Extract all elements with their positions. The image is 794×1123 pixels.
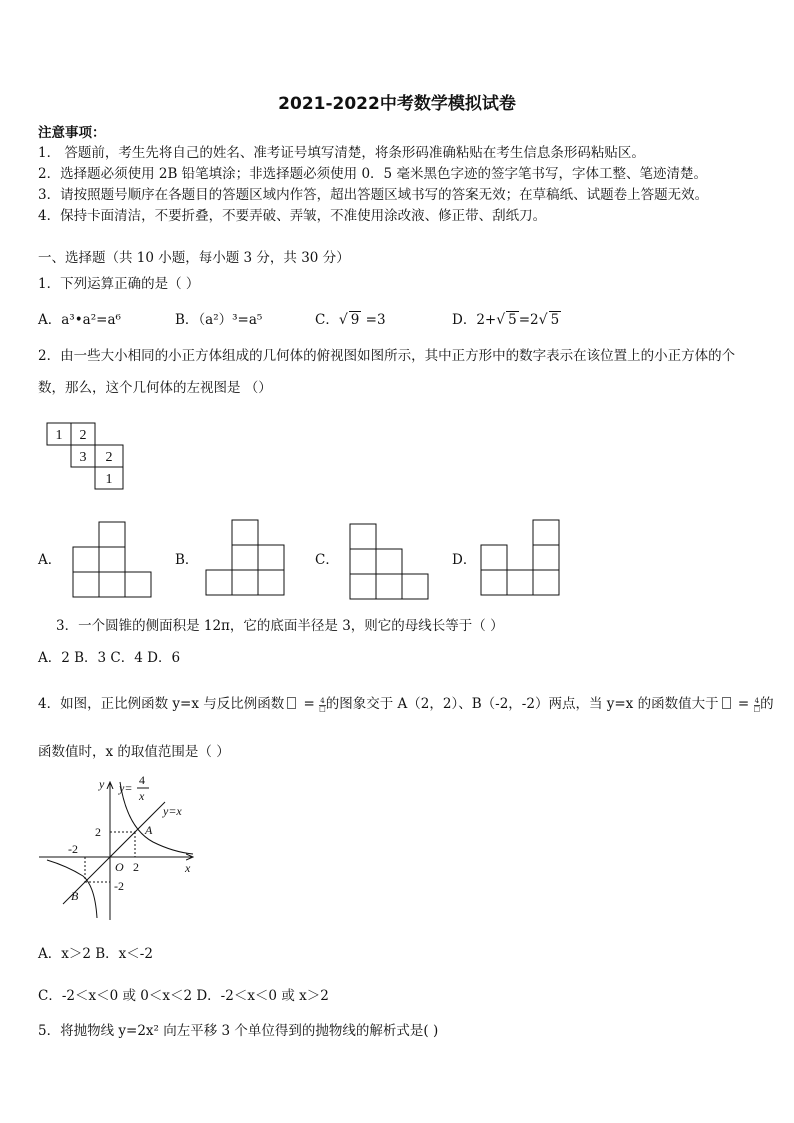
notice-item-4: 4．保持卡面清洁，不要折叠，不要弄破、弄皱，不准使用涂改液、修正带、刮纸刀。: [38, 208, 547, 224]
grid-number: 1: [55, 428, 63, 443]
q1-option-a: A．a³•a²=a⁶: [38, 312, 121, 328]
x-axis-label: x: [185, 861, 191, 875]
line-label: y=x: [163, 804, 182, 818]
page-title: 2021-2022中考数学模拟试卷: [278, 94, 516, 114]
q1-d-radicand: 5: [508, 312, 517, 328]
q2-option-b-label: B．: [175, 552, 199, 568]
q2-option-a-label: A．: [38, 552, 62, 568]
tick-y-2: 2: [95, 825, 101, 839]
radical-icon: √: [496, 312, 506, 328]
q5-stem: 5．将抛物线 y=2x² 向左平移 3 个单位得到的抛物线的解析式是( ): [38, 1023, 439, 1039]
q4-line1-c: 的: [760, 696, 774, 712]
q4-stem-line2: 函数值时，x 的取值范围是（ ）: [38, 744, 230, 760]
radical-icon: √: [538, 312, 548, 328]
curve-frac-den: x: [139, 789, 145, 803]
placeholder-box-icon: [722, 697, 731, 709]
top-view-grid: [40, 418, 130, 498]
frac-icon: 4 □: [753, 697, 761, 713]
section-heading: 一、选择题（共 10 小题，每小题 3 分，共 30 分）: [38, 250, 350, 266]
q2-option-a-figure: [72, 520, 156, 600]
radical-icon: √: [338, 312, 348, 328]
q1-d-mid: =2: [518, 312, 539, 328]
tick-x-2: 2: [133, 860, 139, 874]
q1-d-label: D．2+: [452, 312, 497, 328]
curve-frac-num: 4: [139, 773, 145, 787]
q1-c-rest: =3: [365, 312, 386, 328]
q4-options-ab: A．x＞2 B．x＜-2: [38, 946, 153, 962]
origin-label: O: [115, 860, 124, 874]
frac-icon: 4 □: [319, 697, 326, 713]
function-graph: [35, 768, 205, 923]
y-axis-label: y: [99, 777, 105, 791]
q1-c-label: C．: [315, 312, 339, 328]
q1-option-d: [452, 308, 561, 328]
q3-stem: 3．一个圆锥的侧面积是 12π，它的底面半径是 3，则它的母线长等于（ ）: [56, 618, 504, 634]
q1-d-radicand-2: 5: [550, 312, 560, 328]
curve-label: y=: [119, 781, 133, 795]
grid-number: 3: [79, 450, 87, 465]
notice-item-2: 2．选择题必须使用 2B 铅笔填涂；非选择题必须使用 0．5 毫米黑色字迹的签字笔书写，字体工整、笔迹清楚。: [38, 166, 707, 182]
q4-line1-a: 4．如图，正比例函数 y=x 与反比例函数: [38, 696, 285, 712]
q2-option-c-label: C．: [315, 552, 339, 568]
notice-heading: 注意事项：: [38, 125, 106, 141]
grid-number: 2: [105, 450, 113, 465]
q1-c-radicand: 9: [350, 312, 360, 328]
q2-option-c-figure: [349, 522, 433, 602]
q1-option-b: B．（a²）³=a⁵: [175, 312, 263, 328]
q2-option-d-label: D．: [452, 552, 477, 568]
q2-option-d-figure: [480, 518, 564, 598]
notice-item-1: 1． 答题前，考生先将自己的姓名、准考证号填写清楚，将条形码准确粘贴在考生信息条形码粘贴区。: [38, 145, 645, 161]
q2-stem-line2: 数，那么，这个几何体的左视图是 （）: [38, 380, 272, 396]
tick-x-m2: -2: [68, 842, 78, 856]
q4-line1-b: 的图象交于 A（2，2）、B（-2，-2）两点，当 y=x 的函数值大于: [325, 696, 719, 712]
q2-option-b-figure: [205, 518, 289, 598]
q4-stem-line1: 4．如图，正比例函数 y=x 与反比例函数 = 4 □ 的图象交于 A（2，2）、B（-2，-2）两点，当 y=x 的函数值大于 = 4 □ 的: [38, 696, 774, 713]
q4-options-cd: C．-2＜x＜0 或 0＜x＜2 D．-2＜x＜0 或 x＞2: [38, 988, 329, 1004]
q1-option-c: [315, 308, 386, 328]
placeholder-box-icon: [287, 697, 296, 709]
q1-stem: 1．下列运算正确的是（ ）: [38, 276, 200, 292]
point-a-label: A: [145, 823, 153, 837]
grid-number: 2: [79, 428, 87, 443]
tick-y-m2: -2: [114, 879, 124, 893]
q3-options: A．2 B．3 C．4 D．6: [38, 650, 181, 666]
q2-stem-line1: 2．由一些大小相同的小正方体组成的几何体的俯视图如图所示，其中正方形中的数字表示在该位置上的小正方体的个: [38, 348, 736, 364]
point-b-label: B: [71, 889, 79, 903]
notice-item-3: 3．请按照题号顺序在各题目的答题区域内作答，超出答题区域书写的答案无效；在草稿纸、试题卷上答题无效。: [38, 187, 709, 203]
grid-number: 1: [105, 472, 113, 487]
